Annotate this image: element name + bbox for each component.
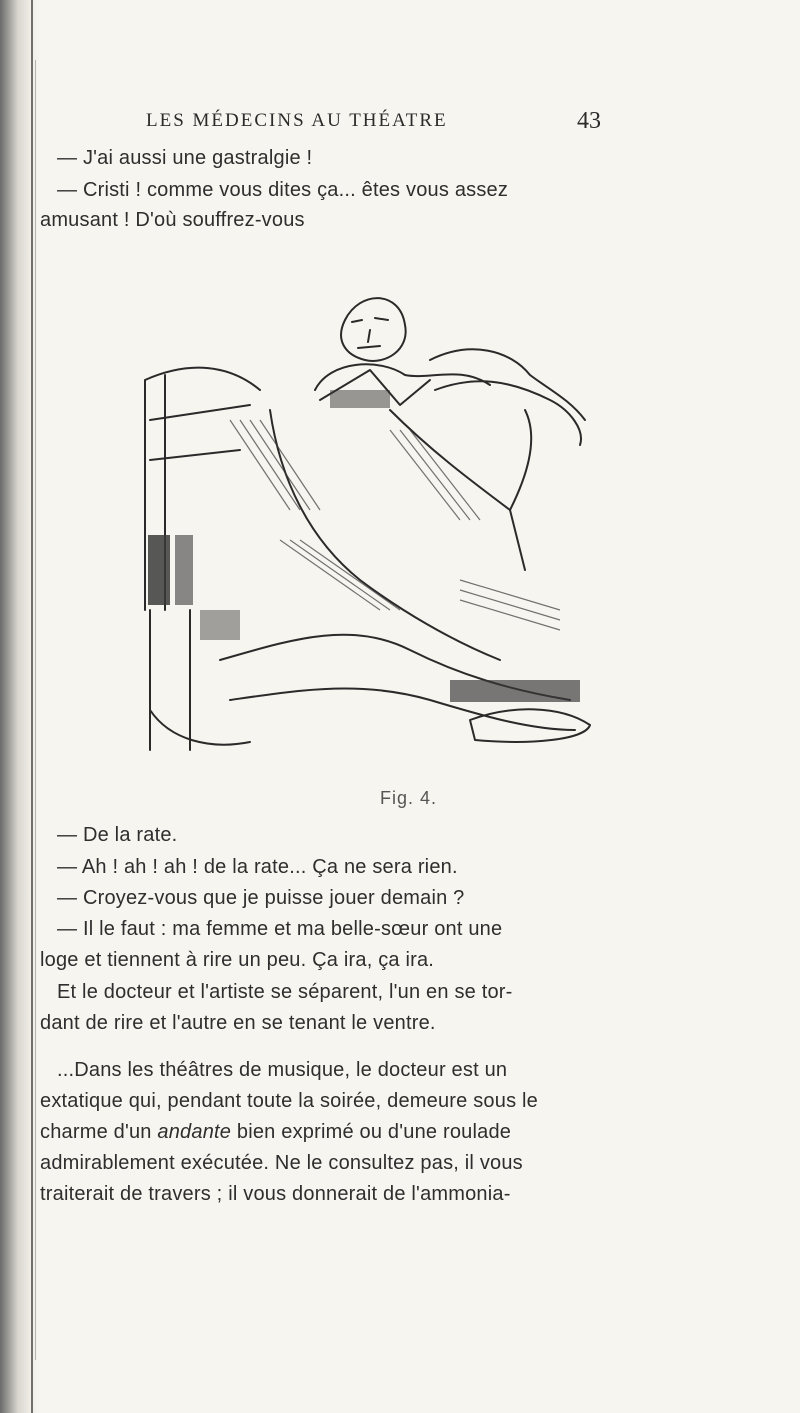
text-line: — Ah ! ah ! ah ! de la rate... Ça ne sera rien. <box>57 856 458 878</box>
illustration-figure <box>130 280 610 770</box>
running-head <box>0 108 800 138</box>
text-line: — J'ai aussi une gastralgie ! <box>57 147 313 169</box>
text-run: charme d'un <box>40 1121 152 1143</box>
seated-figure-illustration <box>130 280 610 770</box>
running-title: LES MÉDECINS AU THÉATRE <box>146 110 448 131</box>
text-line: extatique qui, pendant toute la soirée, demeure sous le <box>40 1090 538 1112</box>
text-run: bien exprimé ou d'une roulade <box>236 1121 512 1143</box>
italic-term: andante <box>157 1121 232 1143</box>
text-line: — Il le faut : ma femme et ma belle-sœur ont une <box>57 918 503 940</box>
text-line: dant de rire et l'autre en se tenant le ventre. <box>40 1012 436 1034</box>
text-line: loge et tiennent à rire un peu. Ça ira, ça ira. <box>40 949 435 971</box>
text-line: amusant ! D'où souffrez-vous <box>40 209 305 231</box>
text-line: admirablement exécutée. Ne le consultez pas, il vous <box>40 1152 523 1174</box>
text-line: — Croyez-vous que je puisse jouer demain ? <box>57 887 465 909</box>
text-line: — De la rate. <box>57 824 178 846</box>
gutter-rule <box>31 0 33 1413</box>
text-line: — Cristi ! comme vous dites ça... êtes vous assez <box>57 179 509 201</box>
page-number: 43 <box>577 108 601 134</box>
figure-caption: Fig. 4. <box>380 788 438 808</box>
text-line: ...Dans les théâtres de musique, le docteur est un <box>57 1059 508 1081</box>
text-line <box>40 1117 511 1147</box>
text-line: Et le docteur et l'artiste se séparent, l'un en se tor- <box>57 981 513 1003</box>
gutter-rule-secondary <box>35 60 36 1360</box>
text-line: traiterait de travers ; il vous donnerait de l'ammonia- <box>40 1183 511 1205</box>
book-gutter <box>0 0 40 1413</box>
